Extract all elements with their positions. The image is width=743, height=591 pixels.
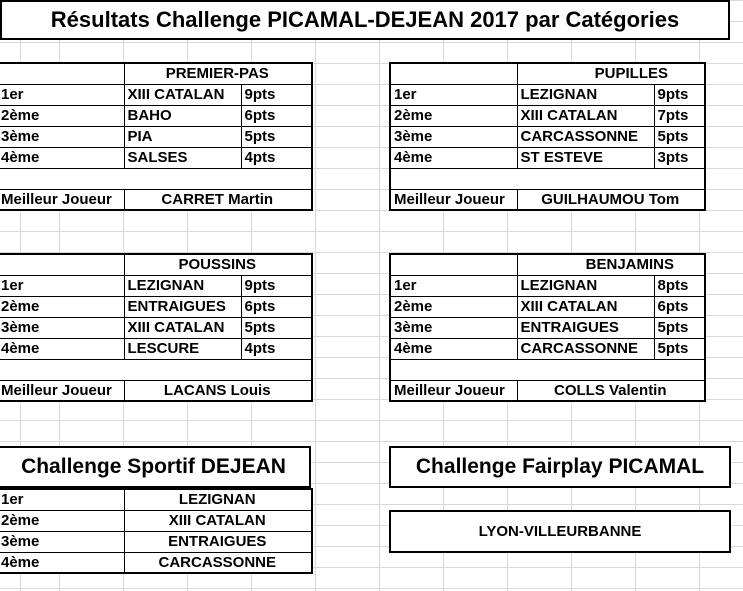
table-row [0,84,312,105]
team-cell: LEZIGNAN [517,84,654,105]
rank-cell: 4ème [0,338,124,359]
rank-cell: 1er [390,84,517,105]
rank-cell: 2ème [390,296,517,317]
best-player-label: Meilleur Joueur [0,189,124,210]
table-row [0,489,312,510]
table-row [390,296,705,317]
points-cell: 8pts [654,275,705,296]
table-row [0,126,312,147]
points-cell: 9pts [654,84,705,105]
team-cell: LESCURE [124,338,241,359]
best-player-row [390,380,705,401]
rank-cell: 2ème [0,105,124,126]
premier-pas-table [0,62,313,211]
table-row [0,317,312,338]
rank-cell: 1er [0,489,124,510]
points-cell: 6pts [241,105,312,126]
team-cell: PIA [124,126,241,147]
best-player-label: Meilleur Joueur [0,380,124,401]
sportif-table [0,488,313,574]
table-row [0,147,312,168]
team-cell: XIII CATALAN [124,84,241,105]
team-cell: CARCASSONNE [517,126,654,147]
table-header-row [390,63,705,84]
points-cell: 5pts [654,338,705,359]
points-cell: 6pts [241,296,312,317]
team-cell: BAHO [124,105,241,126]
page-title: Résultats Challenge PICAMAL-DEJEAN 2017 par Catégories [0,0,730,40]
rank-cell: 2ème [0,296,124,317]
team-cell: SALSES [124,147,241,168]
points-cell: 9pts [241,275,312,296]
points-cell: 7pts [654,105,705,126]
table-header-row [390,254,705,275]
sportif-challenge-title: Challenge Sportif DEJEAN [0,446,311,488]
category-title: PREMIER-PAS [124,63,312,84]
table-row [390,147,705,168]
table-header-row [0,254,312,275]
best-player-row [0,380,312,401]
team-cell: XIII CATALAN [124,317,241,338]
table-row [0,531,312,552]
pupilles-table [389,62,706,211]
rank-cell: 4ème [0,552,124,573]
category-title: PUPILLES [517,63,705,84]
best-player-label: Meilleur Joueur [390,380,517,401]
category-title: BENJAMINS [517,254,705,275]
fairplay-challenge-title: Challenge Fairplay PICAMAL [389,446,731,488]
rank-cell: 3ème [390,317,517,338]
table-row [390,84,705,105]
rank-cell: 3ème [0,531,124,552]
rank-cell: 3ème [0,126,124,147]
team-cell: XIII CATALAN [124,510,312,531]
points-cell: 6pts [654,296,705,317]
points-cell: 4pts [241,147,312,168]
points-cell: 3pts [654,147,705,168]
benjamins-table [389,253,706,402]
points-cell: 5pts [654,317,705,338]
rank-cell: 4ème [390,147,517,168]
rank-cell: 2ème [0,510,124,531]
best-player-name: GUILHAUMOU Tom [517,189,705,210]
points-cell: 5pts [654,126,705,147]
points-cell: 4pts [241,338,312,359]
team-cell: ENTRAIGUES [517,317,654,338]
best-player-row [390,189,705,210]
team-cell: LEZIGNAN [124,275,241,296]
table-row [390,338,705,359]
best-player-name: CARRET Martin [124,189,312,210]
rank-cell: 2ème [390,105,517,126]
team-cell: CARCASSONNE [517,338,654,359]
category-title: POUSSINS [124,254,312,275]
points-cell: 9pts [241,84,312,105]
table-row [0,510,312,531]
table-row [390,105,705,126]
fairplay-winner: LYON-VILLEURBANNE [389,510,731,553]
team-cell: CARCASSONNE [124,552,312,573]
team-cell: ENTRAIGUES [124,531,312,552]
team-cell: XIII CATALAN [517,105,654,126]
best-player-name: LACANS Louis [124,380,312,401]
rank-cell: 1er [0,275,124,296]
table-row [0,552,312,573]
table-header-row [0,63,312,84]
spacer-row [390,359,705,380]
team-cell: ST ESTEVE [517,147,654,168]
table-row [0,338,312,359]
table-row [0,105,312,126]
poussins-table [0,253,313,402]
points-cell: 5pts [241,317,312,338]
team-cell: ENTRAIGUES [124,296,241,317]
rank-cell: 1er [0,84,124,105]
table-row [390,126,705,147]
table-row [0,275,312,296]
team-cell: LEZIGNAN [124,489,312,510]
spacer-row [0,359,312,380]
points-cell: 5pts [241,126,312,147]
team-cell: LEZIGNAN [517,275,654,296]
table-row [390,275,705,296]
spacer-row [390,168,705,189]
best-player-label: Meilleur Joueur [390,189,517,210]
rank-cell: 3ème [390,126,517,147]
rank-cell: 4ème [0,147,124,168]
spacer-row [0,168,312,189]
team-cell: XIII CATALAN [517,296,654,317]
rank-cell: 4ème [390,338,517,359]
rank-cell: 3ème [0,317,124,338]
best-player-row [0,189,312,210]
table-row [390,317,705,338]
best-player-name: COLLS Valentin [517,380,705,401]
rank-cell: 1er [390,275,517,296]
table-row [0,296,312,317]
